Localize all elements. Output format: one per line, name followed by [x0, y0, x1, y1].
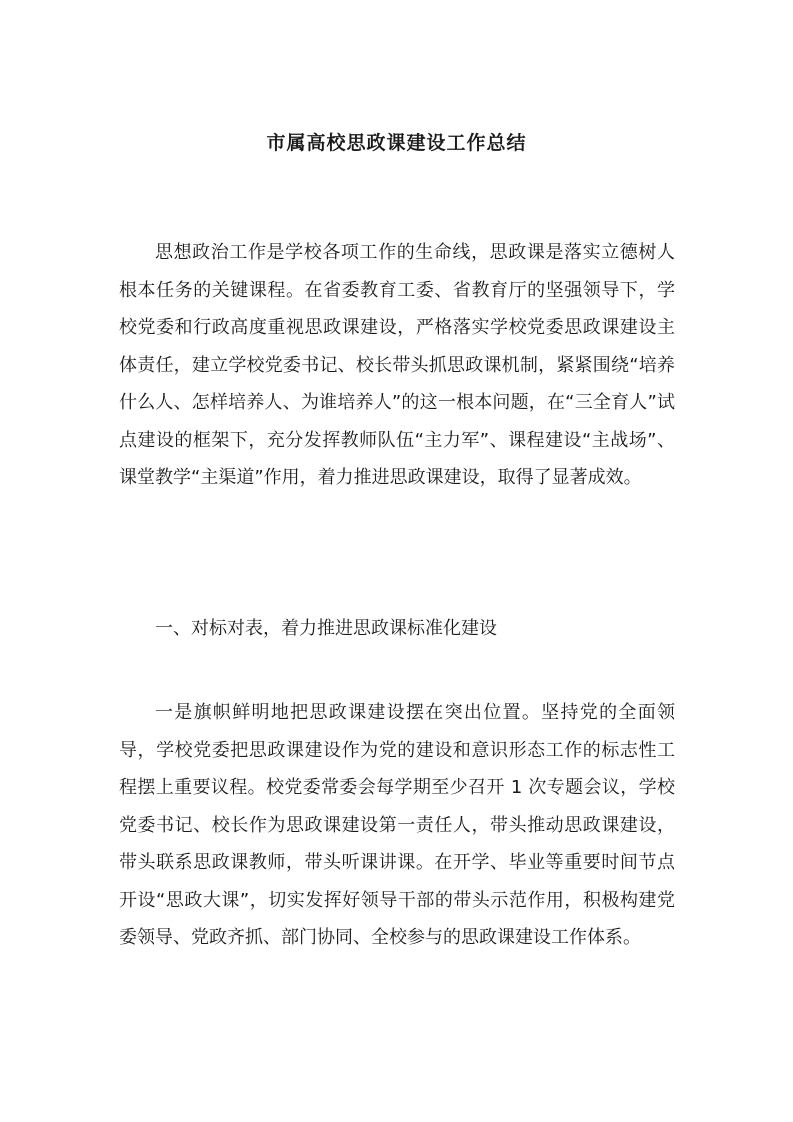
- section-paragraph: 一是旗帜鲜明地把思政课建设摆在突出位置。坚持党的全面领导，学校党委把思政课建设作为党的建设和意识形态工作的标志性工程摆上重要议程。校党委常委会每学期至少召开 1 次专题会议，学校党委书记、校长作为思政课建设第一责任人，带头推动思政课建设，带头联系思政课教师，带头听课讲课。在开学、毕业等重要时间节点开设“思政大课”，切实发挥好领导干部的带头示范作用，积极构建党委领导、党政齐抓、部门协同、全校参与的思政课建设工作体系。: [119, 702, 675, 948]
- section-heading: 一、对标对表，着力推进思政课标准化建设: [155, 618, 497, 639]
- document-title: 市属高校思政课建设工作总结: [266, 132, 527, 154]
- intro-paragraph: 思想政治工作是学校各项工作的生命线，思政课是落实立德树人根本任务的关键课程。在省委教育工委、省教育厅的坚强领导下，学校党委和行政高度重视思政课建设，严格落实学校党委思政课建设主体责任，建立学校党委书记、校长带头抓思政课机制，紧紧围绕“培养什么人、怎样培养人、为谁培养人”的这一根本问题，在“三全育人”试点建设的框架下，充分发挥教师队伍“主力军”、课程建设“主战场”、课堂教学“主渠道”作用，着力推进思政课建设，取得了显著成效。: [119, 242, 675, 488]
